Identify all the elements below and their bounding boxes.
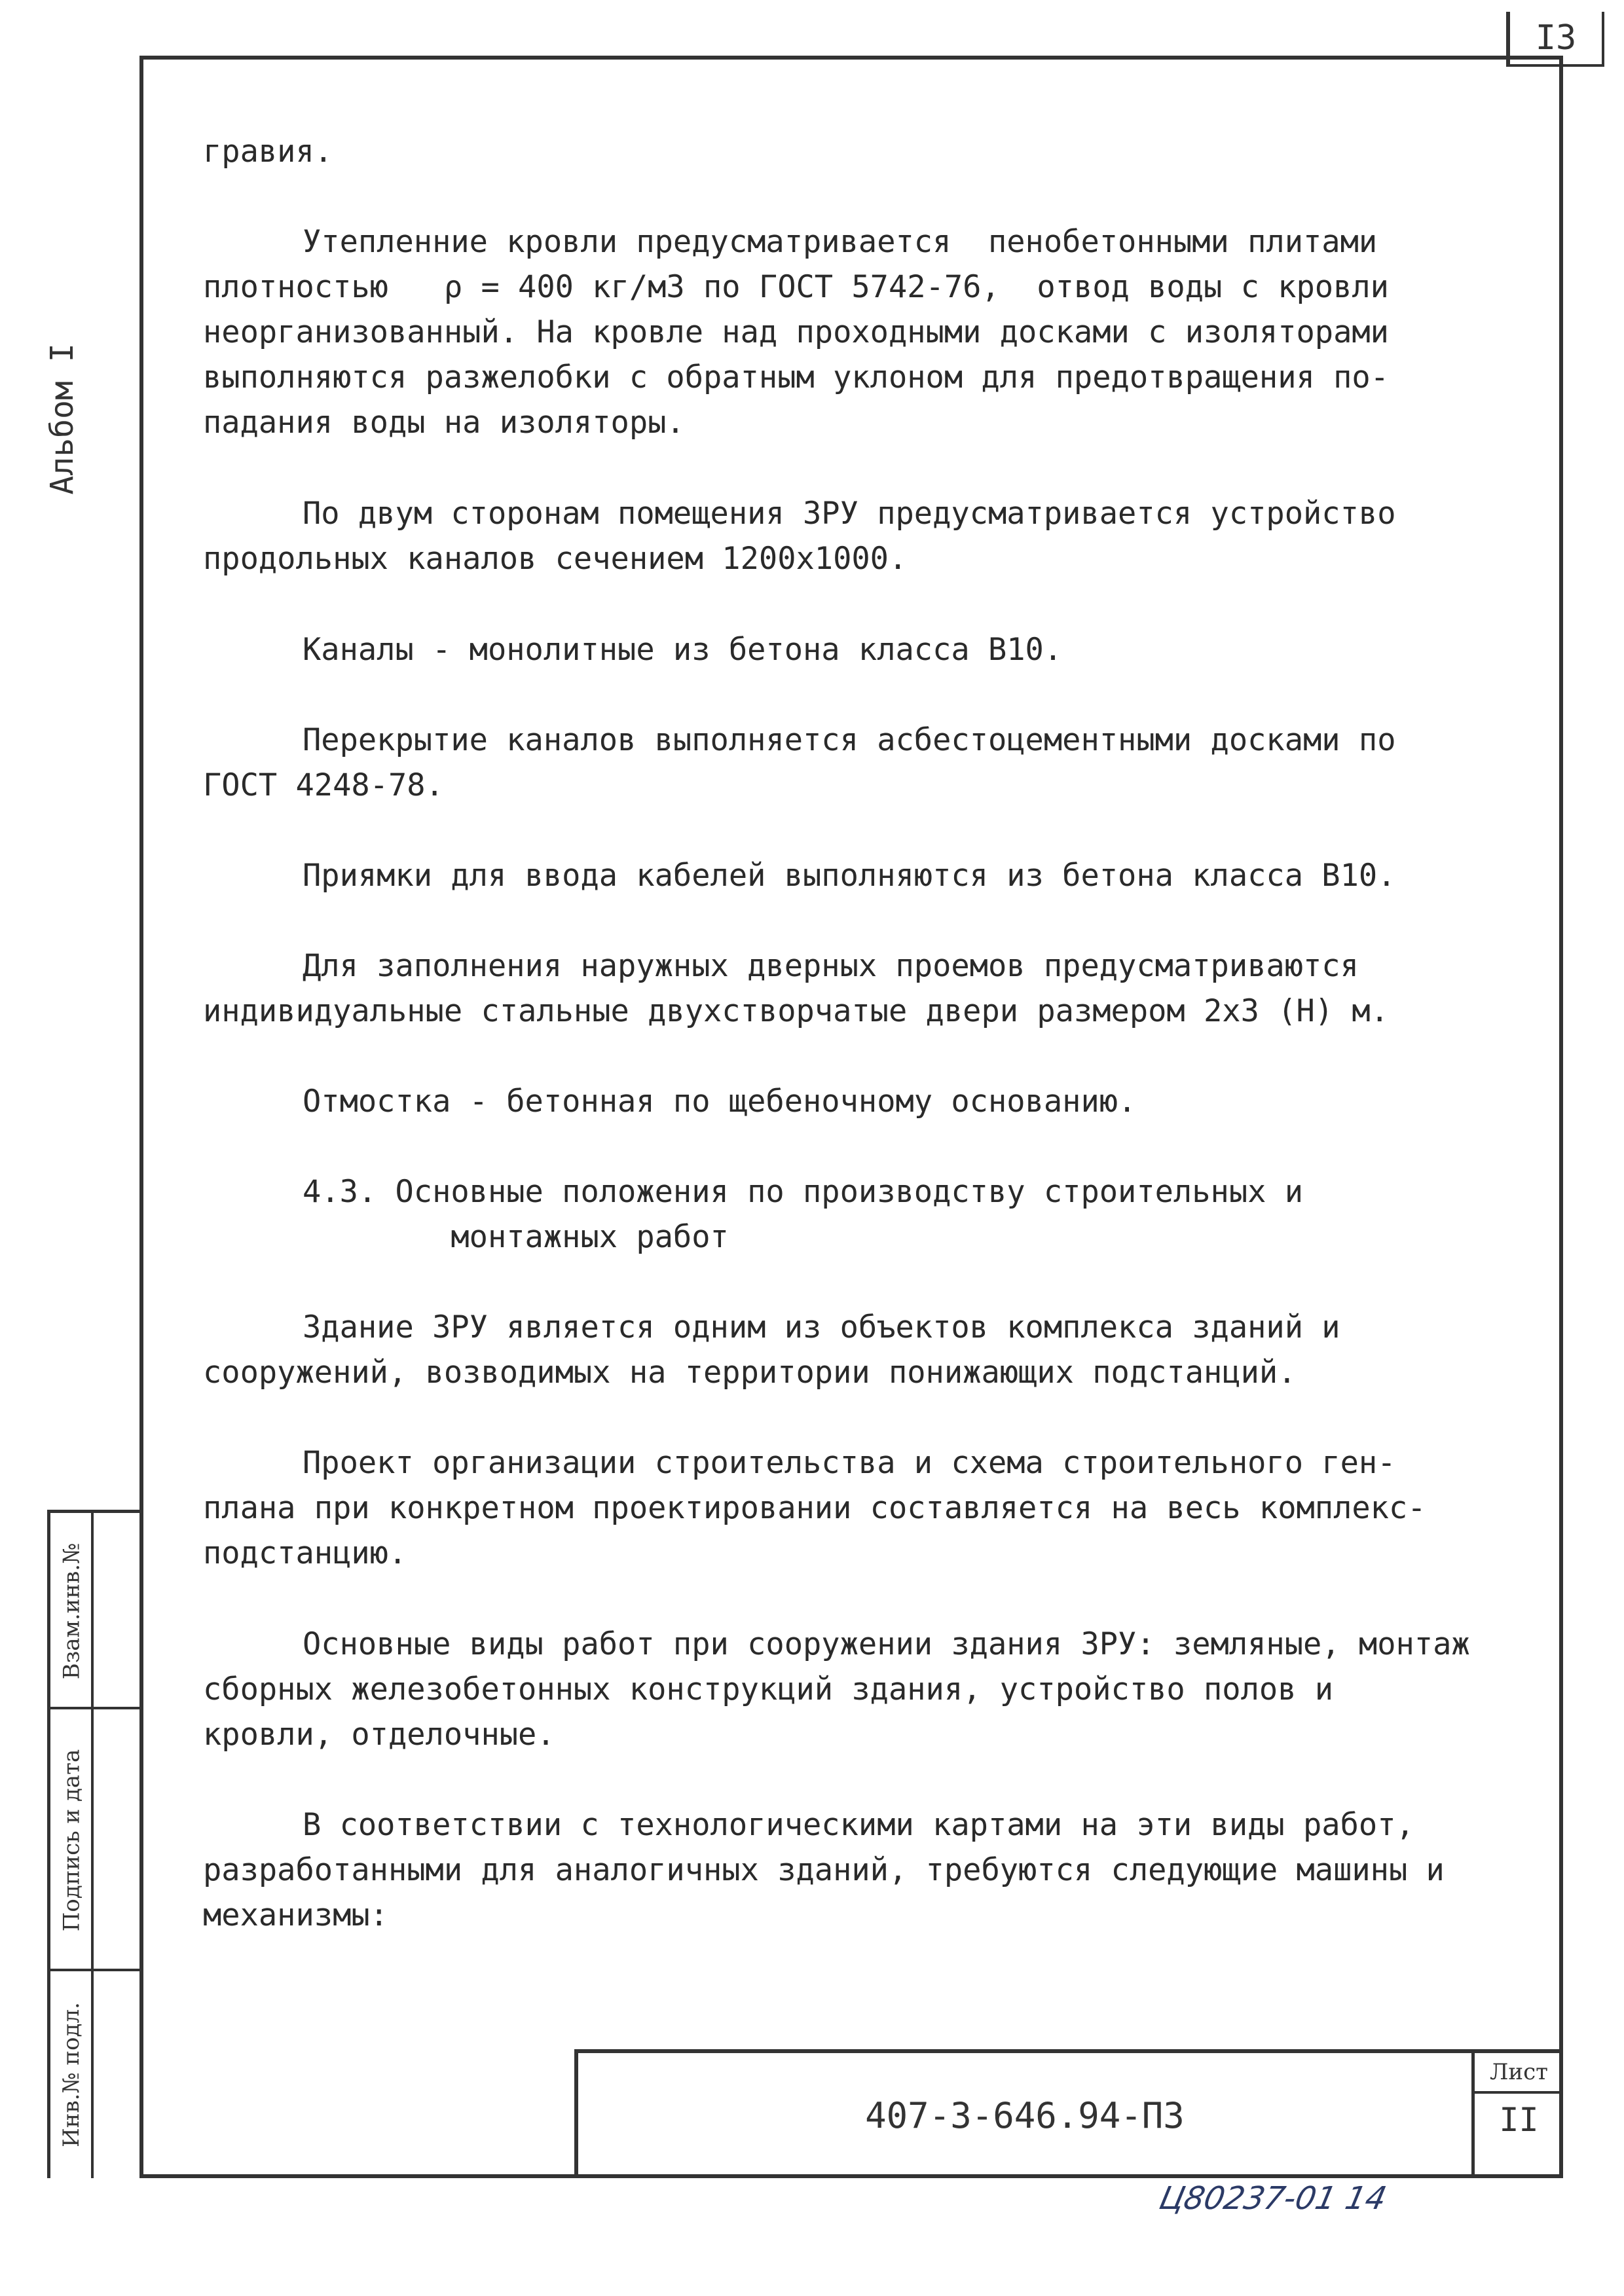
paragraph-11: Основные виды работ при сооружении здания ЗРУ: земляные, монтаж сборных железобетонных конструкций здания, устройство полов и кровли, отделочные.: [203, 1626, 1488, 1753]
sheet-label: Лист: [1475, 2053, 1563, 2094]
paragraph-3: Каналы - монолитные из бетона класса В10.: [303, 632, 1063, 668]
paragraph-5: Приямки для ввода кабелей выполняются из бетона класса В10.: [303, 858, 1396, 894]
paragraph-4: Перекрытие каналов выполняется асбестоцементными досками по ГОСТ 4248-78.: [203, 722, 1414, 803]
paragraph-10: Проект организации строительства и схема строительного ген- плана при конкретном проектировании составляется на весь комплекс- подстанцию.: [203, 1445, 1445, 1571]
page-number-text: I3: [1535, 18, 1577, 58]
stamp-cell-inv: [50, 1971, 143, 2178]
paragraph-1: Утепленние кровли предусматривается пенобетонными плитами плотностью ρ = 400 кг/м3 по ГОСТ 5742-76, отвод воды с кровли неорганизованный. На кровле над проходными досками с изоляторами выполняются разжелобки с обратным уклоном для предотвращения по- падания воды на изоляторы.: [203, 224, 1408, 441]
album-label: Альбом I: [44, 343, 81, 495]
paragraph-9: Здание ЗРУ является одним из объектов комплекса зданий и сооружений, возводимых на территории понижающих подстанций.: [203, 1309, 1359, 1391]
stamp-label-podpis: Подпись и дата: [58, 1749, 84, 1932]
stamp-cell-podpis: [50, 1709, 143, 1971]
document-code: 407-3-646.94-ПЗ: [865, 2095, 1185, 2136]
sheet-cell: [1471, 2049, 1563, 2178]
stamp-cell-vzam: [50, 1513, 143, 1709]
title-block: [574, 2049, 1471, 2178]
stamp-label-vzam: Взам.инв.№: [58, 1542, 84, 1680]
sheet-number: II: [1499, 2101, 1539, 2139]
paragraph-2: По двум сторонам помещения ЗРУ предусматривается устройство продольных каналов сечением 1200х1000.: [203, 496, 1414, 577]
paragraph-12: В соответствии с технологическими картами на эти виды работ, разработанными для аналогичных зданий, требуются следующие машины и механизмы:: [203, 1807, 1464, 1933]
paragraph-7: Отмостка - бетонная по щебеночному основанию.: [303, 1084, 1137, 1120]
section-heading: 4.3. Основные положения по производству строительных и монтажных работ: [303, 1174, 1304, 1255]
handwritten-note: Ц80237-01 14: [1156, 2180, 1390, 2217]
stamp-column: [47, 1510, 139, 2178]
paragraph-6: Для заполнения наружных дверных проемов предусматриваются индивидуальные стальные двухстворчатые двери размером 2х3 (Н) м.: [203, 948, 1389, 1029]
paragraph-0: гравия.: [203, 134, 333, 170]
stamp-label-inv: Инв.№ подл.: [58, 2002, 84, 2147]
